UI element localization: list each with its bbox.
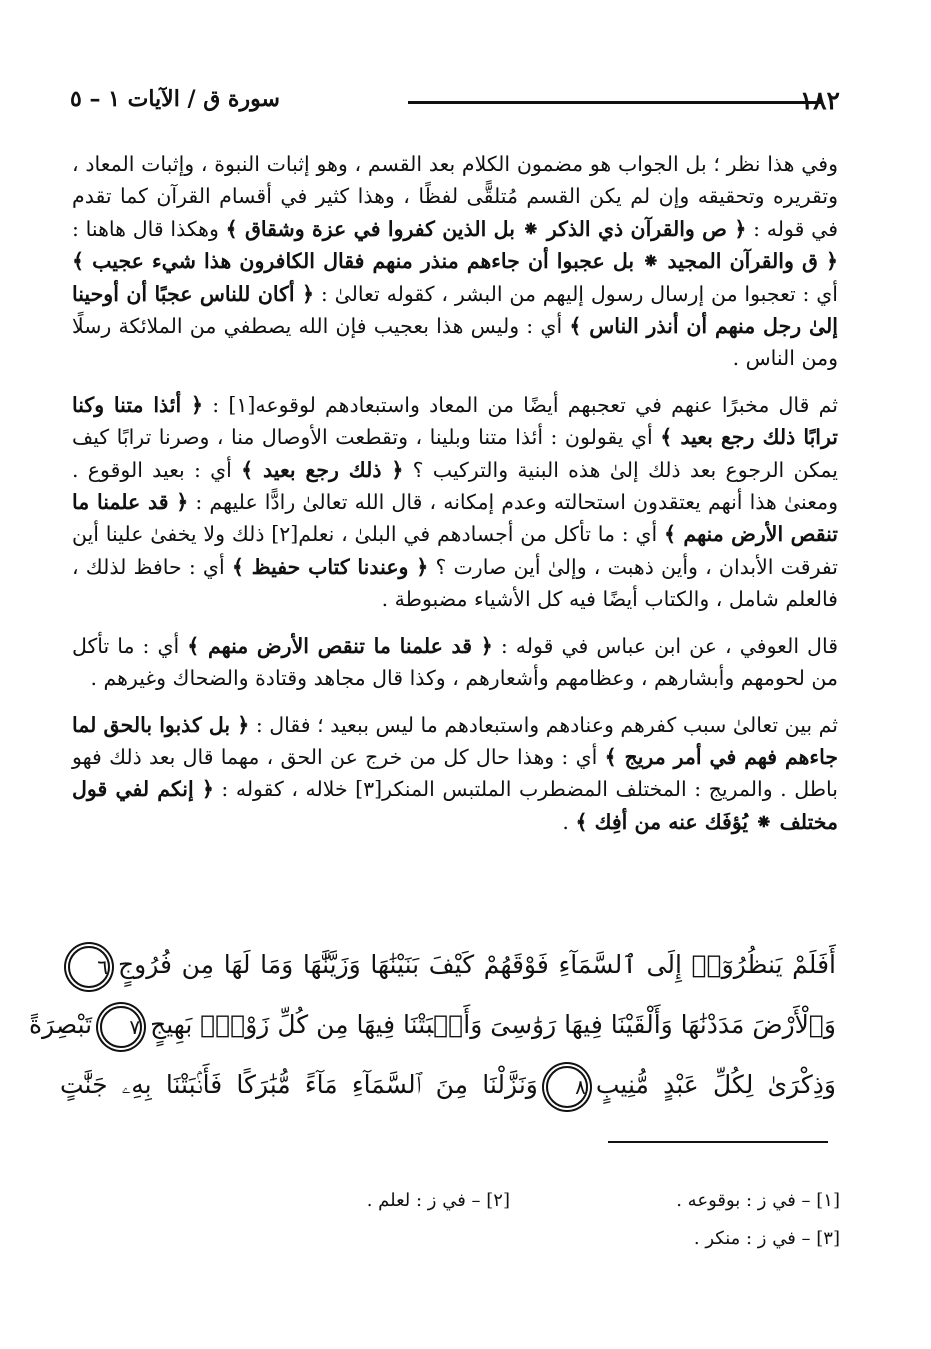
verse-text: وَذِكْرَىٰ لِكُلِّ عَبْدٍ مُّنِيبٍ: [595, 1070, 837, 1099]
paragraph-text: قال العوفي ، عن ابن عباس في قوله :: [492, 633, 838, 658]
paragraph-text: أي : وليس هذا بعجيب فإن الله يصطفي من الملائكة رسلًا ومن الناس .: [72, 314, 838, 371]
verse-text: وَنَزَّلْنَا مِنَ ٱلسَّمَآءِ مَآءً مُّبَٰرَكًا فَأَنۢبَتْنَا بِهِۦ جَنَّٰتٍ: [60, 1070, 538, 1099]
footnote-rule: [608, 1141, 828, 1143]
quran-quote: ﴿ أكان للناس عجبًا أن أوحينا إلىٰ رجل منهم أن أنذر الناس ﴾: [72, 281, 838, 339]
header-rule: [408, 101, 823, 104]
footnote-row: [220, 1228, 840, 1266]
footnote-number: [٣] –: [801, 1228, 840, 1249]
quran-quote: ﴿ قد علمنا ما تنقص الأرض منهم ﴾: [72, 490, 838, 547]
paragraph-text: وهكذا قال هاهنا :: [72, 216, 226, 241]
commentary-paragraph: [72, 148, 838, 375]
commentary-body: [72, 148, 838, 852]
paragraph-text: ثم قال مخبرًا عنهم في تعجبهم أيضًا من المعاد واستبعادهم لوقوعه[١] :: [203, 392, 838, 417]
footnote-row: [220, 1190, 840, 1228]
quran-quote: ﴿ أئذا متنا وكنا ترابًا ذلك رجع بعيد ﴾: [72, 392, 838, 450]
paragraph-text: أي : ما تأكل من لحومهم وأبشارهم ، وعظامهم وأشعارهم ، وكذا قال مجاهد وقتادة والضحاك وغيرهم .: [72, 633, 838, 691]
paragraph-text: أي : وهذا حال كل من خرج عن الحق ، مهما قال بعد ذلك فهو باطل . والمريج : المختلف المضطرب الملتبس المنكر[٣] خلاله ، كقوله :: [72, 744, 839, 802]
footnotes: [220, 1190, 840, 1266]
quran-quote: ﴿ ص والقرآن ذي الذكر ⁕ بل الذين كفروا في عزة وشقاق ﴾: [225, 216, 747, 241]
quran-quote: ﴿ إنكم لفي قول مختلف ⁕ يُؤفَك عنه من أفِك ﴾: [72, 777, 838, 834]
quran-quote: ﴿ ق والقرآن المجيد ⁕ بل عجبوا أن جاءهم منذر منهم فقال الكافرون هذا شيء عجيب ﴾: [72, 249, 838, 274]
verse-line: [29, 995, 836, 1055]
paragraph-text: ثم بين تعالىٰ سبب كفرهم وعنادهم واستبعادهم ما ليس ببعيد ؛ فقال :: [249, 712, 838, 737]
commentary-paragraph: [72, 630, 838, 695]
verse-text: أَفَلَمْ يَنظُرُوٓا۟ إِلَى ٱلسَّمَآءِ فَوْقَهُمْ كَيْفَ بَنَيْنَٰهَا وَزَيَّنَّٰهَا وَمَا لَهَا مِن فُرُوجٍ: [118, 950, 836, 979]
footnote-2: [367, 1190, 510, 1211]
paragraph-text: وفي هذا نظر ؛ بل الجواب هو مضمون الكلام بعد القسم ، وهو إثبات النبوة ، وإثبات المعاد ، وتقريره وتحقيقه وإن لم يكن القسم مُتلقًّى لفظًا ، وهذا كثير في أقسام القرآن كما تقدم في قوله :: [72, 152, 839, 241]
footnote-text: في ز : لعلم .: [366, 1190, 466, 1211]
paragraph-text: أي : بعيد الوقوع . ومعنىٰ هذا أنهم يعتقدون استحالته وعدم إمكانه ، قال الله تعالىٰ رادًّا عليهم :: [72, 457, 838, 515]
quran-quote: ﴿ بل كذبوا بالحق لما جاءهم فهم في أمر مريج ﴾: [72, 712, 838, 769]
quran-quote: ﴿ وعندنا كتاب حفيظ ﴾: [231, 554, 429, 579]
ayah-number-marker: ٦: [68, 946, 110, 988]
paragraph-text: أي : حافظ لذلك ، فالعلم شامل ، والكتاب أيضًا فيه كل الأشياء مضبوطة .: [72, 554, 838, 612]
quran-quote: ﴿ ذلك رجع بعيد ﴾: [241, 457, 404, 482]
footnote-number: [١] –: [801, 1190, 840, 1211]
verse-text: وَٱلْأَرْضَ مَدَدْنَٰهَا وَأَلْقَيْنَا فِيهَا رَوَٰسِىَ وَأَنۢبَتْنَا فِيهَا مِن كُلِّ زَوْجٍۭ بَهِيجٍ: [150, 1010, 836, 1039]
paragraph-text: أي يقولون : أئذا متنا وبلينا ، وتقطعت الأوصال منا ، وصرنا ترابًا كيف يمكن الرجوع بعد ذلك إلىٰ هذه البنية والتركيب ؟: [72, 425, 838, 482]
quran-verses: [29, 935, 837, 1115]
verse-line: [60, 935, 836, 995]
paragraph-text: أي : تعجبوا من إرسال رسول إليهم من البشر ، كقوله تعالىٰ :: [314, 281, 838, 306]
surah-title: سورة ق / الآيات ١ – ٥: [70, 86, 280, 112]
paragraph-text: أي : ما تأكل من أجسادهم في البلىٰ ، نعلم[٢] ذلك ولا يخفىٰ علينا أين تفرقت الأبدان ، وأين ذهبت ، وإلىٰ أين صارت ؟: [72, 522, 838, 579]
verse-line: [60, 1055, 836, 1115]
paragraph-text: .: [562, 809, 576, 834]
page-header: [70, 86, 840, 126]
ayah-number-marker: ٨: [546, 1066, 588, 1108]
footnote-3: [694, 1228, 840, 1249]
commentary-paragraph: [72, 389, 838, 616]
footnote-text: في ز : منكر .: [693, 1228, 796, 1249]
page-number: ١٨٢: [799, 86, 840, 115]
quran-quote: ﴿ قد علمنا ما تنقص الأرض منهم ﴾: [187, 633, 493, 658]
verse-text: تَبْصِرَةً: [29, 1010, 93, 1039]
ayah-number-marker: ٧: [100, 1006, 142, 1048]
commentary-paragraph: [72, 709, 838, 839]
footnote-1: [676, 1190, 840, 1211]
footnote-number: [٢] –: [471, 1190, 510, 1211]
footnote-text: في ز : بوقوعه .: [676, 1190, 796, 1211]
